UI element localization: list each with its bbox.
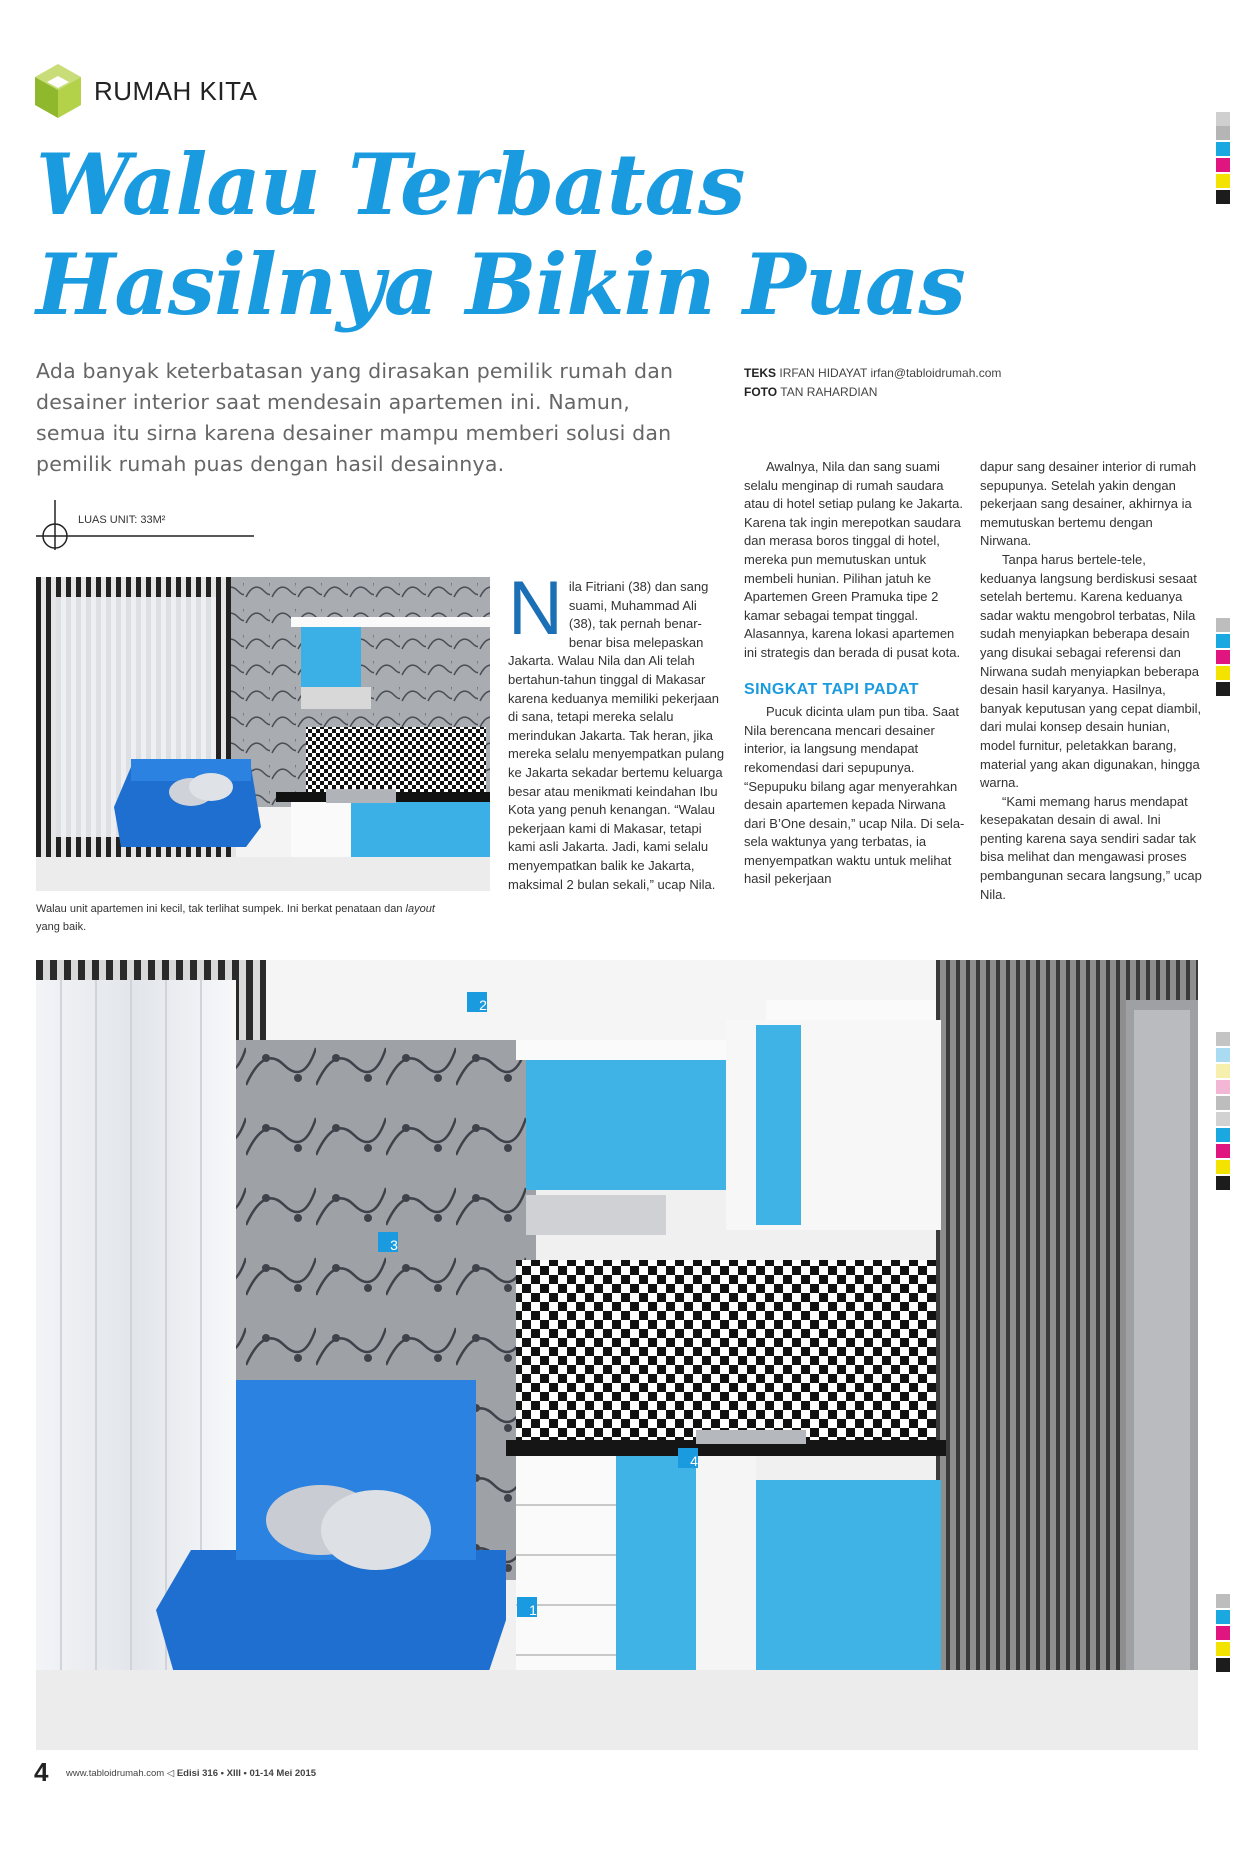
section-label: RUMAH KITA <box>94 76 258 106</box>
article-subheading: SINGKAT TAPI PADAT <box>744 680 919 698</box>
article-paragraph-1: ila Fitriani (38) dan sang suami, Muhammad Ali (38), tak pernah benar-benar bisa melepaskan Jakarta. Walau Nila dan Ali telah bertahun-tahun tinggal di Makasar karena keduanya memiliki pekerjaan di sana, tetapi mereka selalu merindukan Jakarta. Tak heran, jika mereka selalu menyempatkan pulang ke Jakarta sekadar bertemu keluarga besar atau menikmati keindahan Ibu Kota yang penuh kenangan. “Walau pekerjaan kami di Makasar, tetapi kami asli Jakarta. Jadi, kami selalu menyempatkan balik ke Jakarta, maksimal 2 bulan sekali,” ucap Nila. <box>508 579 725 892</box>
photo-marker-2: 2 <box>479 997 487 1013</box>
footer-site: www.tabloidrumah.com <box>66 1768 165 1779</box>
photo-marker-1: 1 <box>529 1602 537 1618</box>
caption-text-pre: Walau unit apartemen ini kecil, tak terlihat sumpek. Ini berkat penataan dan <box>36 903 406 915</box>
rumah-kita-logo-icon <box>33 62 83 120</box>
page-number: 4 <box>34 1757 49 1787</box>
apartment-photo-small <box>36 577 490 891</box>
drop-cap: N <box>508 566 563 651</box>
unit-size-label: LUAS UNIT: 33M² <box>78 514 166 526</box>
credits <box>744 364 1001 402</box>
footer-edition: Edisi 316 • XIII • 01-14 Mei 2015 <box>176 1768 317 1779</box>
credit-text-label: TEKS <box>744 366 777 380</box>
credit-photo-label: FOTO <box>744 385 778 399</box>
article-paragraph-2: Awalnya, Nila dan sang suami selalu menginap di rumah saudara atau di hotel setiap pulang ke Jakarta. Karena tak ingin merepotkan saudara dan merasa boros tinggal di hotel, mereka pun memutuskan untuk membeli hunian. Pilihan jatuh ke Apartemen Green Pramuka tipe 2 kamar sebagai tempat tinggal. Alasannya, karena lokasi apartemen ini strategis dan berada di pusat kota. <box>744 459 963 660</box>
footer-info <box>66 1768 316 1779</box>
footer-arrow-icon: ◁ <box>166 1768 175 1779</box>
article-paragraph-4: dapur sang desainer interior di rumah sepupunya. Setelah yakin dengan pekerjaan sang desainer, akhirnya ia memutuskan bertemu dengan Nirwana. <box>980 459 1197 549</box>
apartment-photo-large <box>36 960 1198 1750</box>
credit-text-value: IRFAN HIDAYAT irfan@tabloidrumah.com <box>779 366 1002 380</box>
article-paragraph-6: “Kami memang harus mendapat kesepakatan desain di awal. Ini penting karena saya sendiri sadar tak bisa melihat dan mengawasi proses pembangunan secara langsung,” ucap Nila. <box>980 793 1202 902</box>
photo-marker-4: 4 <box>690 1453 698 1469</box>
photo-caption <box>36 900 436 936</box>
credit-photo-value: TAN RAHARDIAN <box>780 385 878 399</box>
headline <box>36 135 965 335</box>
photo-marker-3: 3 <box>390 1237 398 1253</box>
article-column-1 <box>508 566 726 894</box>
headline-line-1: Walau Terbatas <box>36 135 745 234</box>
caption-text-post: yang baik. <box>36 921 87 933</box>
caption-text-italic: layout <box>405 903 435 915</box>
article-paragraph-3: Pucuk dicinta ulam pun tiba. Saat Nila berencana mencari desainer interior, ia langsung mendapat rekomendasi dari sepupunya. “Sepupuku bilang agar menyerahkan desain apartemen kepada Nirwana dari B’One desain,” ucap Nila. Di sela-sela waktunya yang terbatas, ia menyempatkan waktu untuk melihat hasil pekerjaan <box>744 704 965 887</box>
lead-paragraph: Ada banyak keterbatasan yang dirasakan pemilik rumah dan desainer interior saat mendesain apartemen ini. Namun, semua itu sirna karena desainer mampu memberi solusi dan pemilik rumah puas dengan hasil desainnya. <box>36 359 674 476</box>
article-column-2 <box>744 458 966 889</box>
article-paragraph-5: Tanpa harus bertele-tele, keduanya langsung berdiskusi sesaat setelah bertemu. Karena keduanya sadar waktu mengobrol terbatas, Nila sudah menyiapkan beberapa desain yang disukai sebagai referensi dan Nirwana sudah menyiapkan beberapa desain hasil karyanya. Hasilnya, banyak keputusan yang cepat diambil, dari mulai konsep desain hunian, model furnitur, peletakkan barang, material yang akan digunakan, hingga warna. <box>980 551 1202 791</box>
headline-line-2: Hasilnya Bikin Puas <box>36 235 965 334</box>
article-column-3 <box>980 458 1202 904</box>
